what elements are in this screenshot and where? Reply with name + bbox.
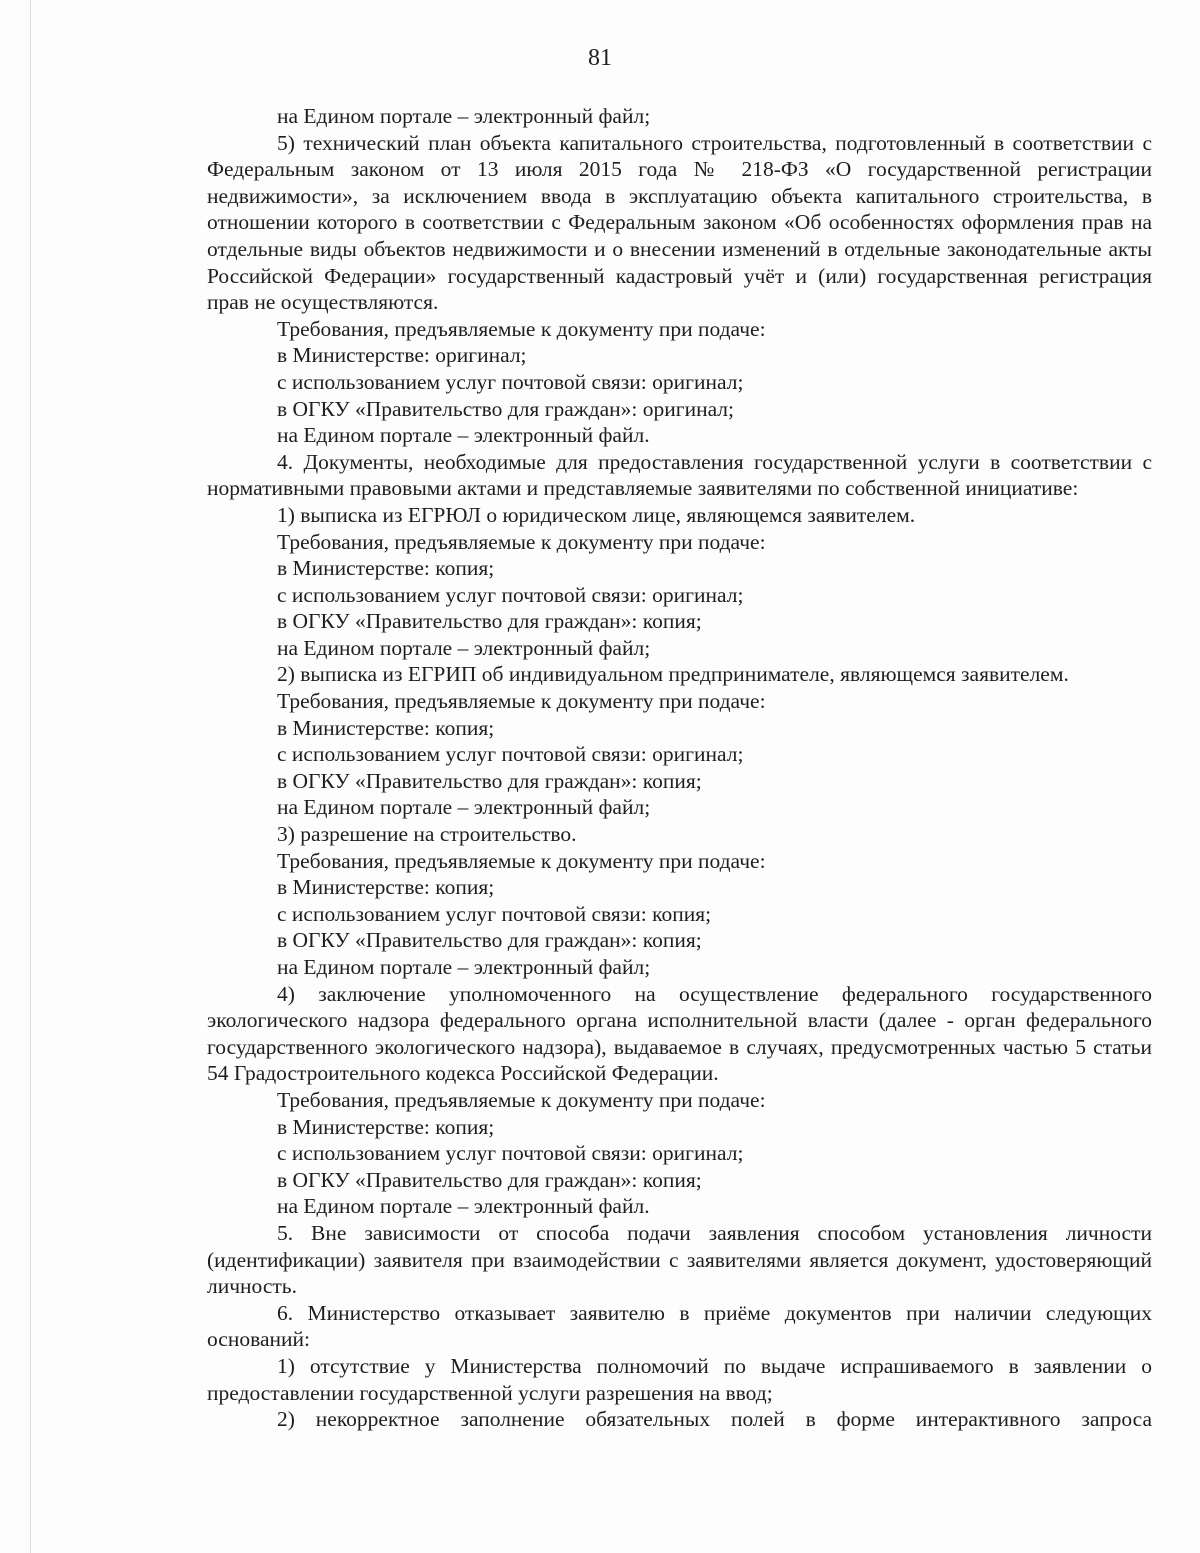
paragraph: в Министерстве: оригинал; xyxy=(277,343,527,368)
paragraph: Требования, предъявляемые к документу при подаче: xyxy=(277,316,766,341)
paragraph: 6. Министерство отказывает заявителю в приёме документов при наличии следующих оснований: xyxy=(207,1300,1152,1352)
paragraph: Требования, предъявляемые к документу при подаче: xyxy=(277,689,766,714)
paragraph: с использованием услуг почтовой связи: оригинал; xyxy=(277,1141,744,1166)
paragraph: 2) некорректное заполнение обязательных полей в форме интерактивного запроса xyxy=(277,1407,1152,1432)
paragraph: 5) технический план объекта капитального строительства, подготовленный в соответствии с Федеральным законом от 13 июля 2015 года № 218-ФЗ «О государственной регистрации недвижимости», за исключением ввода в эксплуатацию объекта капитального строительства, в отношении которого в соответствии с Федеральным законом «Об особенностях оформления прав на отдельные виды объектов недвижимости и о внесении изменений в отдельные законодательные акты Российской Федерации» государственный кадастровый учёт и (или) государственная регистрация прав не осуществляются. xyxy=(207,130,1152,315)
paragraph: 1) отсутствие у Министерства полномочий по выдаче испрашиваемого в заявлении о предоставлении государственной услуги разрешения на ввод; xyxy=(207,1353,1152,1405)
paragraph: в ОГКУ «Правительство для граждан»: копия; xyxy=(277,928,702,953)
paragraph: на Едином портале – электронный файл. xyxy=(277,423,650,448)
paragraph: с использованием услуг почтовой связи: оригинал; xyxy=(277,742,744,767)
paragraph: с использованием услуг почтовой связи: оригинал; xyxy=(277,369,744,394)
paragraph: в Министерстве: копия; xyxy=(277,556,495,581)
paragraph: в ОГКУ «Правительство для граждан»: копия; xyxy=(277,1167,702,1192)
paragraph: в ОГКУ «Правительство для граждан»: копия; xyxy=(277,768,702,793)
paragraph: 4) заключение уполномоченного на осуществление федерального государственного экологического надзора федерального органа исполнительной власти (далее - орган федерального государственного экологического надзора), выдаваемое в случаях, предусмотренных частью 5 статьи 54 Градостроительного кодекса Российской Федерации. xyxy=(207,981,1152,1086)
paragraph: Требования, предъявляемые к документу при подаче: xyxy=(277,848,766,873)
paragraph: в Министерстве: копия; xyxy=(277,1114,495,1139)
paragraph: на Едином портале – электронный файл; xyxy=(277,795,651,820)
page-number: 81 xyxy=(588,45,612,71)
paragraph: Требования, предъявляемые к документу при подаче: xyxy=(277,529,766,554)
paragraph: на Едином портале – электронный файл. xyxy=(277,1194,650,1219)
paragraph: в ОГКУ «Правительство для граждан»: оригинал; xyxy=(277,396,735,421)
paragraph: 4. Документы, необходимые для предоставления государственной услуги в соответствии с нормативными правовыми актами и представляемые заявителями по собственной инициативе: xyxy=(207,449,1152,501)
paragraph: в ОГКУ «Правительство для граждан»: копия; xyxy=(277,609,702,634)
paragraph: Требования, предъявляемые к документу при подаче: xyxy=(277,1087,766,1112)
paragraph: в Министерстве: копия; xyxy=(277,875,495,900)
paragraph: на Едином портале – электронный файл; xyxy=(277,635,651,660)
paragraph: с использованием услуг почтовой связи: оригинал; xyxy=(277,582,744,607)
paragraph: 5. Вне зависимости от способа подачи заявления способом установления личности (идентификации) заявителя при взаимодействии с заявителями является документ, удостоверяющий личность. xyxy=(207,1220,1152,1299)
paragraph: с использованием услуг почтовой связи: копия; xyxy=(277,901,712,926)
paragraph: 2) выписка из ЕГРИП об индивидуальном предпринимателе, являющемся заявителем. xyxy=(277,662,1069,687)
paragraph: на Едином портале – электронный файл; xyxy=(277,104,651,128)
paragraph: 1) выписка из ЕГРЮЛ о юридическом лице, являющемся заявителем. xyxy=(277,502,916,527)
paragraph: на Едином портале – электронный файл; xyxy=(277,955,651,979)
paragraph: в Министерстве: копия; xyxy=(277,715,495,740)
document-body xyxy=(207,103,1152,1433)
scan-edge-line xyxy=(30,0,31,1553)
paragraph: 3) разрешение на строительство. xyxy=(277,822,577,847)
